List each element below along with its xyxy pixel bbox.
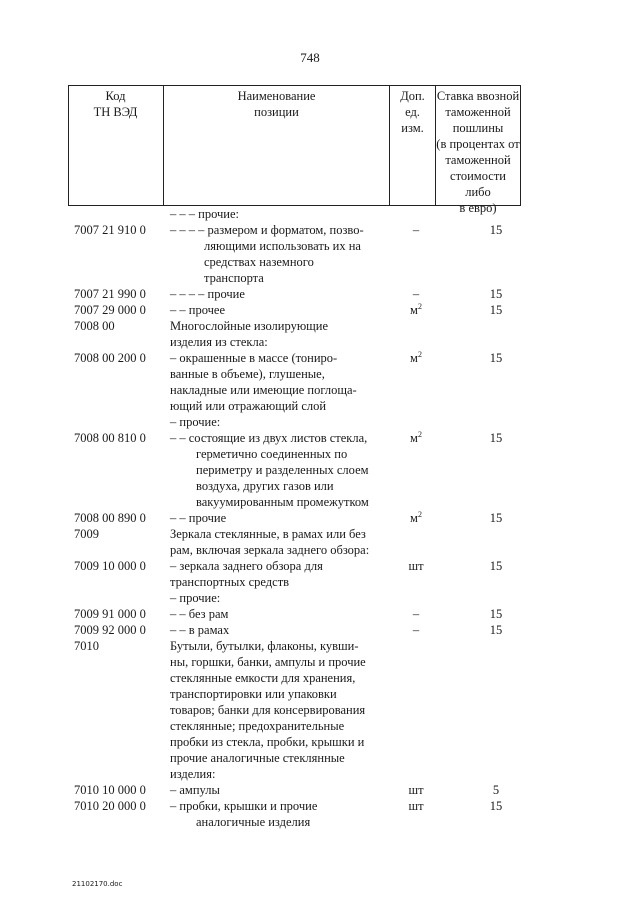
description-line: – ампулы [170, 783, 220, 797]
item-description [170, 782, 396, 798]
header-unit: Доп. ед. изм. [400, 89, 425, 135]
description-line: – – в рамах [170, 623, 230, 637]
description-line: транспортных средств [170, 575, 290, 589]
duty-rate: 15 [489, 303, 503, 317]
duty-rate: 15 [489, 287, 503, 301]
unit-text: – [412, 223, 420, 237]
unit-exponent: 2 [417, 301, 422, 311]
item-description [170, 414, 396, 430]
item-description [170, 430, 396, 510]
description-line: – пробки, крышки и прочие [170, 799, 318, 813]
description-line: вакуумированным промежутком [196, 495, 369, 509]
table-row [0, 606, 640, 622]
unit-of-measure [396, 286, 436, 302]
description-line: стеклянные; предохранительные [170, 719, 345, 733]
description-line: аналогичные изделия [196, 815, 311, 829]
tnved-code: 7007 29 000 0 [74, 303, 146, 317]
item-description [170, 638, 396, 782]
description-line: Многослойные изолирующие [170, 319, 329, 333]
duty-rate: 15 [489, 431, 503, 445]
unit-of-measure [396, 606, 436, 622]
item-description [170, 222, 396, 286]
unit-of-measure [396, 782, 436, 798]
description-line: ны, горшки, банки, ампулы и прочие [170, 655, 366, 669]
unit-text: м [410, 431, 418, 445]
item-description [170, 526, 396, 558]
unit-of-measure [396, 222, 436, 238]
item-description [170, 318, 396, 350]
table-row [0, 526, 640, 558]
header-rate: Ставка ввозной таможенной пошлины (в процентах от таможенной стоимости либо в евро) [436, 89, 520, 215]
table-row [0, 638, 640, 782]
table-row [0, 558, 640, 590]
description-line: Бутыли, бутылки, флаконы, кувши- [170, 639, 359, 653]
duty-rate: 15 [489, 799, 503, 813]
item-description [170, 606, 396, 622]
table-row [0, 430, 640, 510]
tnved-code: 7009 91 000 0 [74, 607, 146, 621]
description-line: ющий или отражающий слой [170, 399, 327, 413]
unit-of-measure [396, 558, 436, 574]
item-description [170, 622, 396, 638]
document-filename: 21102170.doc [72, 880, 123, 888]
duty-rate: 15 [489, 223, 503, 237]
tnved-code: 7007 21 990 0 [74, 287, 146, 301]
unit-of-measure [396, 430, 436, 446]
tnved-code: 7010 20 000 0 [74, 799, 146, 813]
unit-of-measure [396, 302, 436, 318]
table-row [0, 206, 640, 222]
header-name: Наименование позиции [237, 89, 316, 119]
description-line: – – – прочие: [170, 207, 239, 221]
table-row [0, 222, 640, 286]
tnved-code: 7009 [74, 527, 99, 541]
unit-text: м [410, 303, 418, 317]
description-line: Зеркала стеклянные, в рамах или без [170, 527, 366, 541]
description-line: воздуха, других газов или [196, 479, 334, 493]
unit-of-measure [396, 510, 436, 526]
unit-text: м [410, 351, 418, 365]
item-description [170, 558, 396, 590]
unit-text: м [410, 511, 418, 525]
duty-rate: 15 [489, 623, 503, 637]
tnved-code: 7008 00 200 0 [74, 351, 146, 365]
description-line: периметру и разделенных слоем [196, 463, 369, 477]
description-line: – прочие: [170, 415, 221, 429]
description-line: – – прочее [170, 303, 225, 317]
table-row [0, 414, 640, 430]
unit-text: – [412, 287, 420, 301]
item-description [170, 286, 396, 302]
description-line: – прочие: [170, 591, 221, 605]
item-description [170, 798, 396, 830]
duty-rate: 15 [489, 559, 503, 573]
tnved-code: 7008 00 810 0 [74, 431, 146, 445]
unit-exponent: 2 [417, 509, 422, 519]
description-line: герметично соединенных по [196, 447, 348, 461]
duty-rate: 15 [489, 351, 503, 365]
table-row [0, 622, 640, 638]
item-description [170, 350, 396, 414]
table-row [0, 318, 640, 350]
item-description [170, 590, 396, 606]
table-row [0, 302, 640, 318]
tnved-code: 7008 00 890 0 [74, 511, 146, 525]
unit-text: – [412, 623, 420, 637]
description-line: пробки из стекла, пробки, крышки и [170, 735, 365, 749]
header-code: Код ТН ВЭД [93, 89, 138, 119]
item-description [170, 510, 396, 526]
tnved-code: 7008 00 [74, 319, 115, 333]
table-row [0, 590, 640, 606]
description-line: стеклянные емкости для хранения, [170, 671, 356, 685]
duty-rate: 5 [492, 783, 500, 797]
unit-of-measure [396, 350, 436, 366]
table-row [0, 350, 640, 414]
description-line: ванные в объеме), глушеные, [170, 367, 325, 381]
unit-text: шт [408, 783, 424, 797]
tnved-code: 7010 [74, 639, 99, 653]
duty-rate: 15 [489, 607, 503, 621]
unit-exponent: 2 [417, 429, 422, 439]
description-line: – – – – размером и форматом, позво- [170, 223, 364, 237]
unit-text: – [412, 607, 420, 621]
unit-text: шт [408, 799, 424, 813]
table-row [0, 798, 640, 830]
duty-rate: 15 [489, 511, 503, 525]
page-number: 748 [300, 50, 320, 65]
item-description [170, 302, 396, 318]
table-row [0, 286, 640, 302]
description-line: – – прочие [170, 511, 227, 525]
unit-of-measure [396, 798, 436, 814]
description-line: средствах наземного [204, 255, 314, 269]
description-line: прочие аналогичные стеклянные [170, 751, 345, 765]
description-line: – – состоящие из двух листов стекла, [170, 431, 368, 445]
description-line: товаров; банки для консервирования [170, 703, 366, 717]
description-line: изделия: [170, 767, 216, 781]
description-line: изделия из стекла: [170, 335, 268, 349]
description-line: рам, включая зеркала заднего обзора: [170, 543, 370, 557]
description-line: ляющими использовать их на [204, 239, 361, 253]
tnved-code: 7007 21 910 0 [74, 223, 146, 237]
description-line: транспортировки или упаковки [170, 687, 337, 701]
header-top-rule [68, 85, 520, 86]
table-row [0, 782, 640, 798]
item-description [170, 206, 396, 222]
tnved-code: 7009 10 000 0 [74, 559, 146, 573]
table-row [0, 510, 640, 526]
unit-exponent: 2 [417, 349, 422, 359]
description-line: – – – – прочие [170, 287, 245, 301]
unit-text: шт [408, 559, 424, 573]
description-line: – – без рам [170, 607, 229, 621]
header-right-border [520, 85, 521, 206]
description-line: накладные или имеющие поглоща- [170, 383, 357, 397]
description-line: транспорта [204, 271, 264, 285]
description-line: – зеркала заднего обзора для [170, 559, 323, 573]
tnved-code: 7009 92 000 0 [74, 623, 146, 637]
tariff-table-body [0, 206, 640, 830]
description-line: – окрашенные в массе (тониро- [170, 351, 338, 365]
tnved-code: 7010 10 000 0 [74, 783, 146, 797]
unit-of-measure [396, 622, 436, 638]
